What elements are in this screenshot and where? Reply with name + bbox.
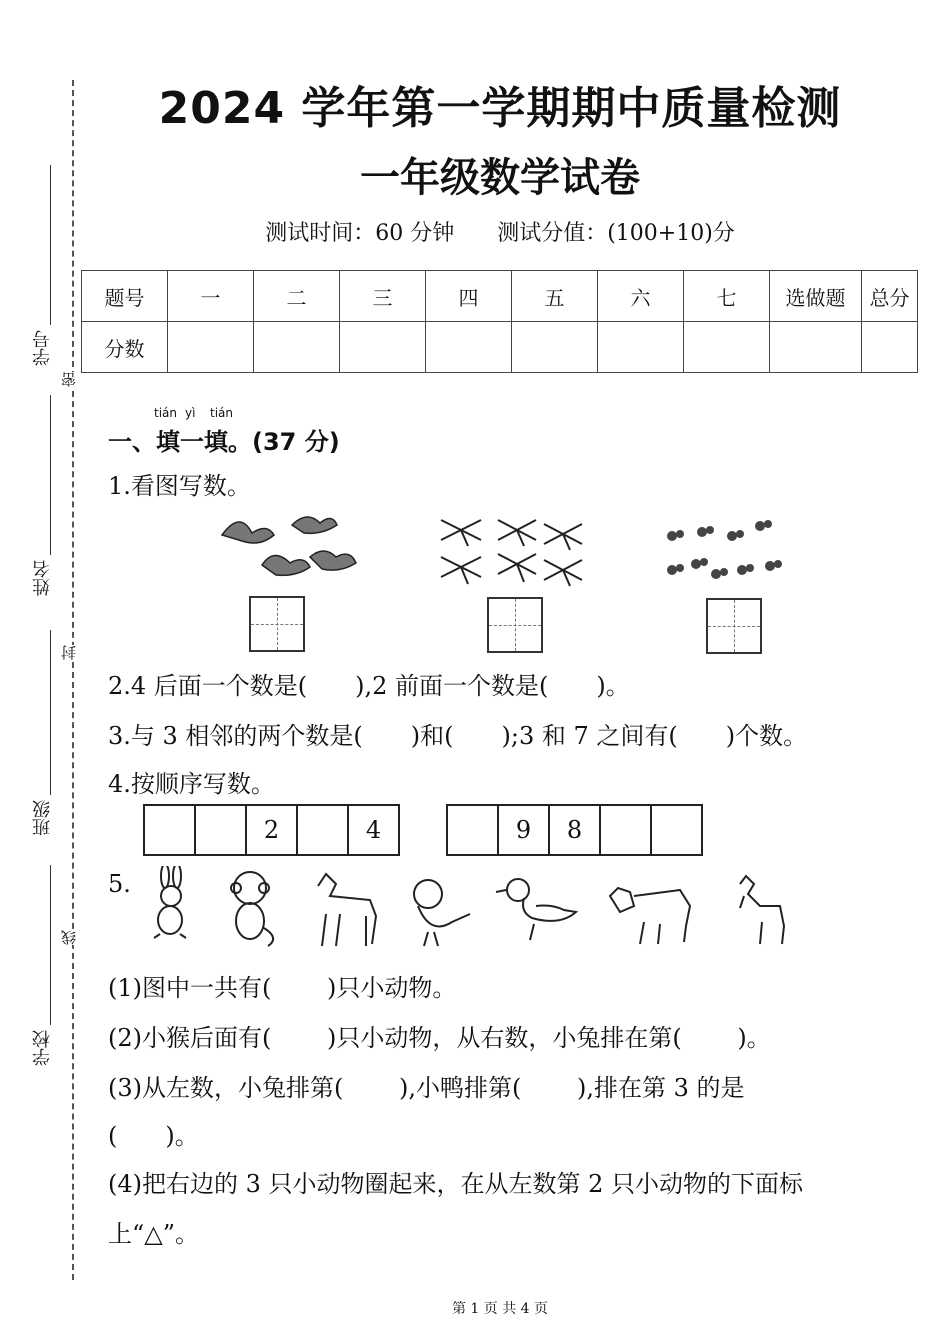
question-5-1: (1)图中一共有( )只小动物。	[108, 974, 457, 1002]
pinyin: yì	[185, 406, 196, 420]
class-blank[interactable]	[50, 630, 51, 795]
question-5-4-line2: 上“△”。	[108, 1220, 199, 1248]
sequence-cell: 4	[348, 805, 399, 855]
name-blank[interactable]	[50, 395, 51, 555]
pinyin: tián	[210, 406, 233, 420]
dragonflies-illustration	[436, 512, 586, 587]
sequence-cell[interactable]	[144, 805, 195, 855]
horse-icon	[318, 874, 376, 946]
sequence-boxes-right	[446, 804, 703, 856]
answer-grid-ants[interactable]	[706, 598, 762, 654]
side-label-name: 姓名	[32, 560, 53, 596]
score-header-cell: 三	[340, 271, 426, 322]
sequence-cell[interactable]	[600, 805, 651, 855]
question-3: 3.与 3 相邻的两个数是( )和( );3 和 7 之间有( )个数。	[108, 722, 808, 750]
section-number: 一、	[108, 428, 156, 456]
side-label-student-id: 学号	[32, 330, 53, 366]
question-5-3-line1: (3)从左数，小兔排第( ),小鸭排第( ),排在第 3 的是	[108, 1074, 745, 1102]
score-cell[interactable]	[770, 322, 862, 373]
score-header-cell: 六	[598, 271, 684, 322]
page-footer: 第 1 页 共 4 页	[451, 1301, 549, 1317]
score-header-cell: 四	[426, 271, 512, 322]
monkey-icon	[231, 872, 273, 946]
score-cell[interactable]	[254, 322, 340, 373]
score-table	[81, 270, 918, 373]
goat-icon	[740, 876, 784, 944]
score-header-cell: 总分	[862, 271, 918, 322]
sequence-cell: 9	[498, 805, 549, 855]
section-1-heading	[108, 406, 340, 457]
binding-dashed-line	[72, 80, 74, 1280]
side-label-school: 学校	[32, 1030, 53, 1066]
page-title: 2024 学年第一学期期中质量检测	[158, 83, 842, 134]
seal-mark-feng: 封	[60, 645, 78, 660]
test-total-score: 测试分值：(100+10)分	[497, 221, 735, 246]
score-cell[interactable]	[598, 322, 684, 373]
question-5: 5.	[108, 870, 131, 898]
birds-illustration	[212, 505, 362, 590]
sequence-cell[interactable]	[447, 805, 498, 855]
test-time: 测试时间：60 分钟	[265, 221, 455, 246]
question-1: 1.看图写数。	[108, 472, 251, 500]
seal-mark-xian: 线	[60, 930, 78, 945]
score-cell[interactable]	[340, 322, 426, 373]
score-cell[interactable]	[168, 322, 254, 373]
bird-icon	[414, 880, 470, 946]
section-title-with-pinyin	[154, 406, 233, 457]
test-info	[0, 216, 950, 247]
seal-mark-mi: 密	[60, 372, 78, 387]
question-5-3-line2: ( )。	[108, 1122, 199, 1150]
rabbit-icon	[154, 866, 186, 938]
question-5-4-line1: (4)把右边的 3 只小动物圈起来，在从左数第 2 只小动物的下面标	[108, 1170, 804, 1198]
sequence-boxes-left	[143, 804, 400, 856]
score-header-cell: 五	[512, 271, 598, 322]
sequence-cell: 2	[246, 805, 297, 855]
question-4: 4.按顺序写数。	[108, 770, 275, 798]
sequence-cell[interactable]	[195, 805, 246, 855]
side-label-class: 班级	[32, 800, 53, 836]
score-cell[interactable]	[426, 322, 512, 373]
score-cell[interactable]	[862, 322, 918, 373]
cow-icon	[610, 888, 690, 944]
page-subtitle: 一年级数学试卷	[360, 154, 640, 201]
ants-illustration	[662, 514, 792, 586]
section-title: 填一填	[156, 428, 228, 456]
score-header-cell: 一	[168, 271, 254, 322]
answer-grid-birds[interactable]	[249, 596, 305, 652]
score-cell[interactable]	[512, 322, 598, 373]
question-5-2: (2)小猴后面有( )只小动物，从右数，小兔排在第( )。	[108, 1024, 771, 1052]
sequence-cell: 8	[549, 805, 600, 855]
score-header-cell: 题号	[82, 271, 168, 322]
question-2: 2.4 后面一个数是( ),2 前面一个数是( )。	[108, 672, 630, 700]
score-table-score-row	[82, 322, 918, 373]
pinyin: tián	[154, 406, 177, 420]
section-score: 。(37 分)	[228, 428, 340, 456]
sequence-cell[interactable]	[651, 805, 702, 855]
score-row-label: 分数	[82, 322, 168, 373]
animals-illustration	[140, 866, 800, 952]
score-header-cell: 七	[684, 271, 770, 322]
answer-grid-dragonflies[interactable]	[487, 597, 543, 653]
score-header-cell: 选做题	[770, 271, 862, 322]
score-cell[interactable]	[684, 322, 770, 373]
school-blank[interactable]	[50, 865, 51, 1025]
score-table-header-row	[82, 271, 918, 322]
score-header-cell: 二	[254, 271, 340, 322]
sequence-cell[interactable]	[297, 805, 348, 855]
duck-icon	[496, 879, 576, 940]
